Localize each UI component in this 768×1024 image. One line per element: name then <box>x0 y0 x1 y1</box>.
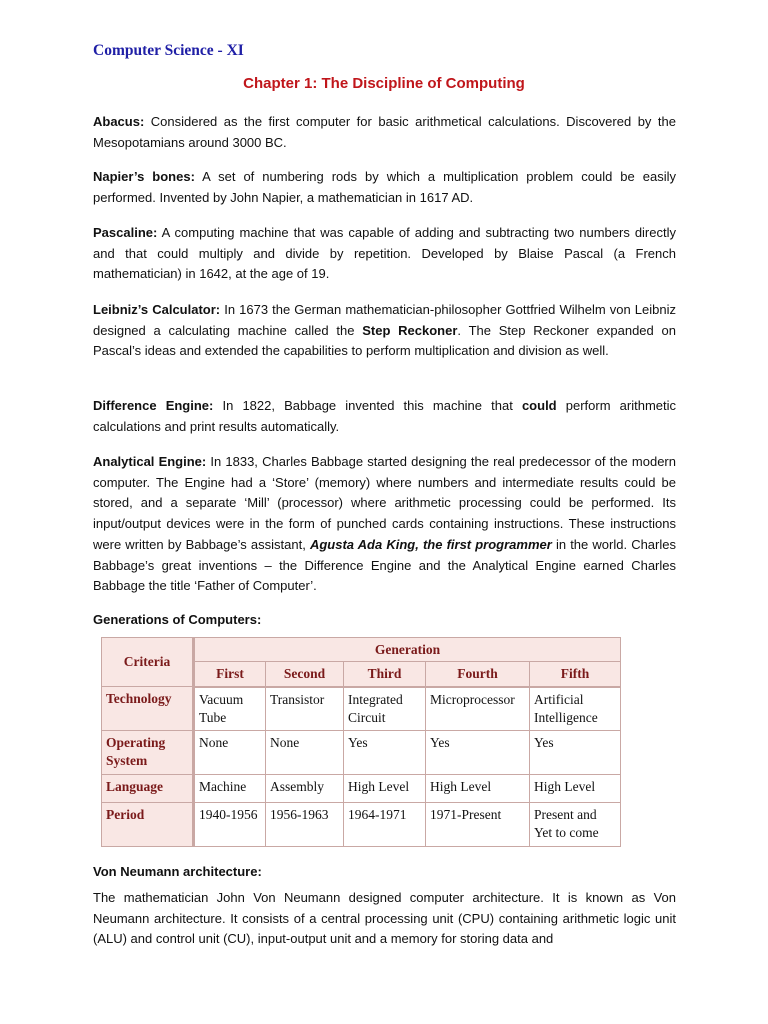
abacus-paragraph <box>93 112 676 153</box>
table-cell: Transistor <box>266 687 344 731</box>
analytical-text-a: In 1833, Charles Babbage started designing the real predecessor of the modern computer. The Engine had a ‘Store’ (memory) where numbers and intermediate results could be stored, and a separate ‘Mill’ (processor) where arithmetic processing could be performed. Its input/output devices were in the form of punched cards containing instructions. These instructions were written by Babbage’s assistant, <box>93 454 676 552</box>
column-header: Second <box>266 662 344 687</box>
generations-table <box>101 637 621 847</box>
napier-term: Napier’s bones: <box>93 169 195 184</box>
leibniz-paragraph <box>93 300 676 362</box>
table-header-row <box>102 638 621 662</box>
table-cell: 1940-1956 <box>194 803 266 847</box>
table-cell: Yes <box>530 731 621 775</box>
table-cell: 1956-1963 <box>266 803 344 847</box>
leibniz-text-a: In 1673 the German mathematician-philosopher Gottfried Wilhelm von Leibniz designed a calculating machine called the <box>93 302 676 338</box>
leibniz-term: Leibniz’s Calculator: <box>93 302 221 317</box>
abacus-term: Abacus: <box>93 114 145 129</box>
row-label: Period <box>102 803 194 847</box>
column-header: Fourth <box>426 662 530 687</box>
table-cell: High Level <box>426 775 530 803</box>
table-cell: 1964-1971 <box>344 803 426 847</box>
table-cell: High Level <box>344 775 426 803</box>
table-cell: Present and Yet to come <box>530 803 621 847</box>
criteria-header: Criteria <box>102 638 194 687</box>
table-cell: High Level <box>530 775 621 803</box>
table-row <box>102 775 621 803</box>
table-cell: 1971-Present <box>426 803 530 847</box>
napier-text: A set of numbering rods by which a multiplication problem could be easily performed. Invented by John Napier, a mathematician in 1617 AD. <box>93 169 676 205</box>
von-neumann-paragraph: The mathematician John Von Neumann designed computer architecture. It is known as Von Neumann architecture. It consists of a central processing unit (CPU) containing arithmetic logic unit (ALU) and control unit (CU), input-output unit and a memory for storing data and <box>93 890 676 947</box>
pascaline-term: Pascaline: <box>93 225 158 240</box>
table-cell: Vacuum Tube <box>194 687 266 731</box>
column-header: Third <box>344 662 426 687</box>
leibniz-text-b: . The Step Reckoner expanded on Pascal’s ideas and extended the capabilities to perform multiplication and division as well. <box>93 322 676 359</box>
abacus-text: Considered as the first computer for basic arithmetical calculations. Discovered by the Mesopotamians around 3000 BC. <box>93 114 676 150</box>
analytical-text-b: in the world. Charles Babbage’s great inventions – the Difference Engine and the Analytical Engine earned Charles Babbage the title ‘Father of Computer’. <box>93 536 676 594</box>
analytical-engine-paragraph <box>93 452 676 597</box>
pascaline-paragraph <box>93 223 676 285</box>
row-label: Language <box>102 775 194 803</box>
table-cell: Yes <box>344 731 426 775</box>
table-cell: Machine <box>194 775 266 803</box>
table-row <box>102 731 621 775</box>
napier-paragraph <box>93 167 676 208</box>
table-cell: Integrated Circuit <box>344 687 426 731</box>
analytical-engine-term: Analytical Engine: <box>93 454 207 469</box>
difference-engine-paragraph <box>93 396 676 437</box>
table-cell: Assembly <box>266 775 344 803</box>
column-header: First <box>194 662 266 687</box>
difference-text-a: In 1822, Babbage invented this machine that <box>213 398 522 413</box>
chapter-title: Chapter 1: The Discipline of Computing <box>243 75 525 92</box>
course-title: Computer Science - XI <box>93 42 244 59</box>
could-emphasis: could <box>521 398 557 413</box>
table-cell: Yes <box>426 731 530 775</box>
column-header: Fifth <box>530 662 621 687</box>
row-label: Operating System <box>102 731 194 775</box>
table-cell: Microprocessor <box>426 687 530 731</box>
table-cell: None <box>194 731 266 775</box>
step-reckoner-term: Step Reckoner <box>362 322 458 338</box>
generations-heading: Generations of Computers: <box>93 612 262 627</box>
difference-text-b: perform arithmetic calculations and print results automatically. <box>93 398 676 434</box>
table-cell: None <box>266 731 344 775</box>
table-row <box>102 803 621 847</box>
table-row <box>102 687 621 731</box>
generation-header: Generation <box>194 638 621 662</box>
difference-engine-term: Difference Engine: <box>93 398 214 413</box>
pascaline-text: A computing machine that was capable of adding and subtracting two numbers directly and that could multiply and divide by repetition. Developed by Blaise Pascal (a French mathematician) in 1642, at the age of 19. <box>93 225 676 282</box>
row-label: Technology <box>102 687 194 731</box>
von-neumann-heading: Von Neumann architecture: <box>93 864 262 879</box>
first-programmer-emphasis: Agusta Ada King, the first programmer <box>309 536 552 552</box>
table-cell: Artificial Intelligence <box>530 687 621 731</box>
